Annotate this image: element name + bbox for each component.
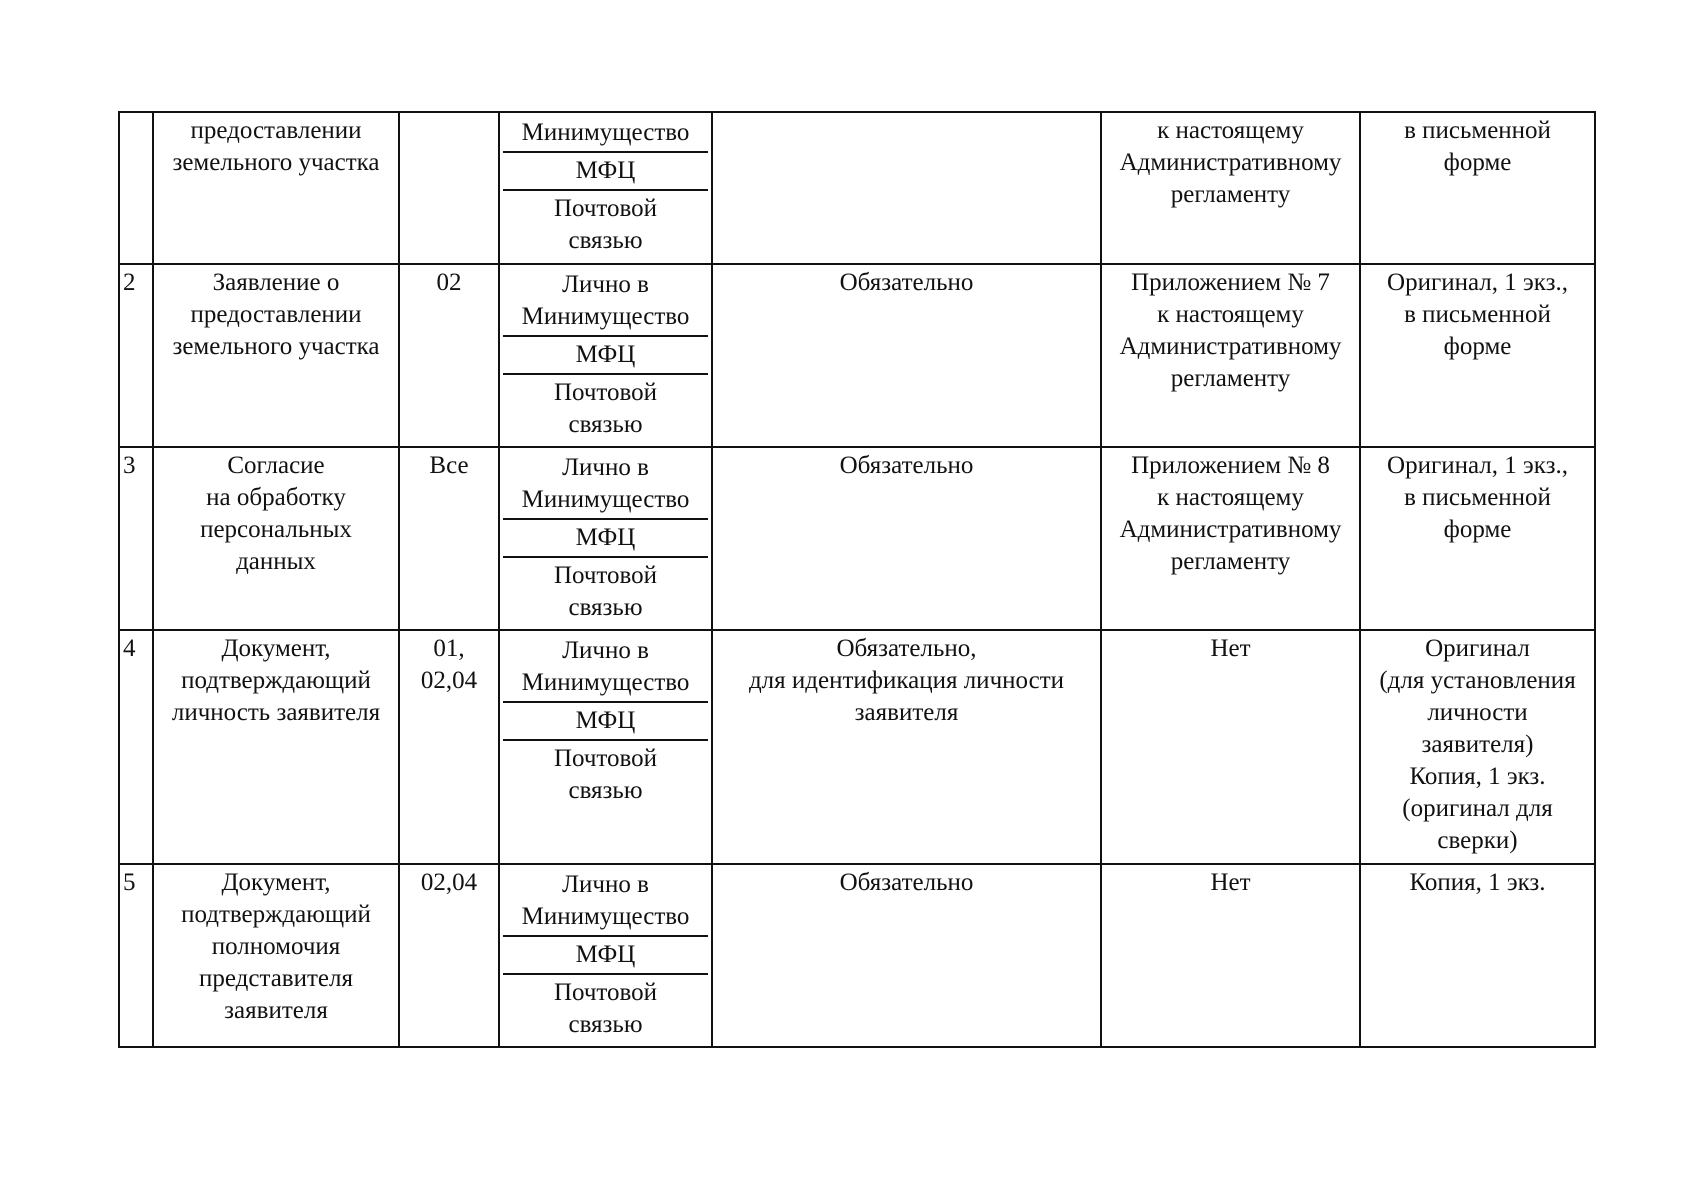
document-type: Копия, 1 экз. <box>1360 864 1595 1047</box>
submission-method: МФЦ <box>503 153 708 191</box>
submission-methods <box>499 447 712 630</box>
form-reference: к настоящему Административному регламенту <box>1101 112 1360 264</box>
submission-method: Почтовой связью <box>553 745 658 804</box>
submission-methods <box>499 630 712 864</box>
submission-methods <box>499 864 712 1047</box>
requirement <box>712 112 1101 264</box>
document-type: Оригинал (для установления личности заявителя) Копия, 1 экз. (оригинал для сверки) <box>1360 630 1595 864</box>
requirement: Обязательно <box>712 264 1101 447</box>
document-name: предоставлении земельного участка <box>153 112 399 264</box>
submission-method: Минимущество <box>503 115 708 153</box>
table-row <box>119 264 1595 447</box>
table-row <box>119 447 1595 630</box>
table-row <box>119 630 1595 864</box>
applicant-category-code: 01, 02,04 <box>399 630 499 864</box>
requirement: Обязательно, для идентификация личности заявителя <box>712 630 1101 864</box>
table-row <box>119 864 1595 1047</box>
form-reference: Нет <box>1101 864 1360 1047</box>
requirement: Обязательно <box>712 447 1101 630</box>
form-reference: Нет <box>1101 630 1360 864</box>
document-type: в письменной форме <box>1360 112 1595 264</box>
submission-methods <box>499 112 712 264</box>
document-name: Заявление о предоставлении земельного участка <box>153 264 399 447</box>
submission-method: Лично в Минимущество <box>503 633 708 703</box>
document-type: Оригинал, 1 экз., в письменной форме <box>1360 264 1595 447</box>
table-row <box>119 112 1595 264</box>
submission-method: МФЦ <box>503 703 708 741</box>
row-number <box>119 112 153 264</box>
applicant-category-code: Все <box>399 447 499 630</box>
submission-method: Лично в Минимущество <box>503 867 708 937</box>
document-name: Документ, подтверждающий полномочия представителя заявителя <box>153 864 399 1047</box>
applicant-category-code: 02 <box>399 264 499 447</box>
row-number: 2 <box>119 264 153 447</box>
submission-method: Почтовой связью <box>553 195 658 254</box>
document-name: Согласие на обработку персональных данных <box>153 447 399 630</box>
applicant-category-code: 02,04 <box>399 864 499 1047</box>
submission-method: Почтовой связью <box>553 979 658 1038</box>
applicant-category-code <box>399 112 499 264</box>
submission-method: Лично в Минимущество <box>503 267 708 337</box>
submission-method: Почтовой связью <box>553 379 658 438</box>
row-number: 4 <box>119 630 153 864</box>
document-type: Оригинал, 1 экз., в письменной форме <box>1360 447 1595 630</box>
submission-methods <box>499 264 712 447</box>
documents-table <box>118 111 1596 1048</box>
row-number: 3 <box>119 447 153 630</box>
row-number: 5 <box>119 864 153 1047</box>
requirement: Обязательно <box>712 864 1101 1047</box>
submission-method: МФЦ <box>503 337 708 375</box>
submission-method: МФЦ <box>503 937 708 975</box>
form-reference: Приложением № 8 к настоящему Административному регламенту <box>1101 447 1360 630</box>
document-name: Документ, подтверждающий личность заявителя <box>153 630 399 864</box>
submission-method: Лично в Минимущество <box>503 450 708 520</box>
form-reference: Приложением № 7 к настоящему Административному регламенту <box>1101 264 1360 447</box>
submission-method: Почтовой связью <box>553 562 658 621</box>
submission-method: МФЦ <box>503 520 708 558</box>
